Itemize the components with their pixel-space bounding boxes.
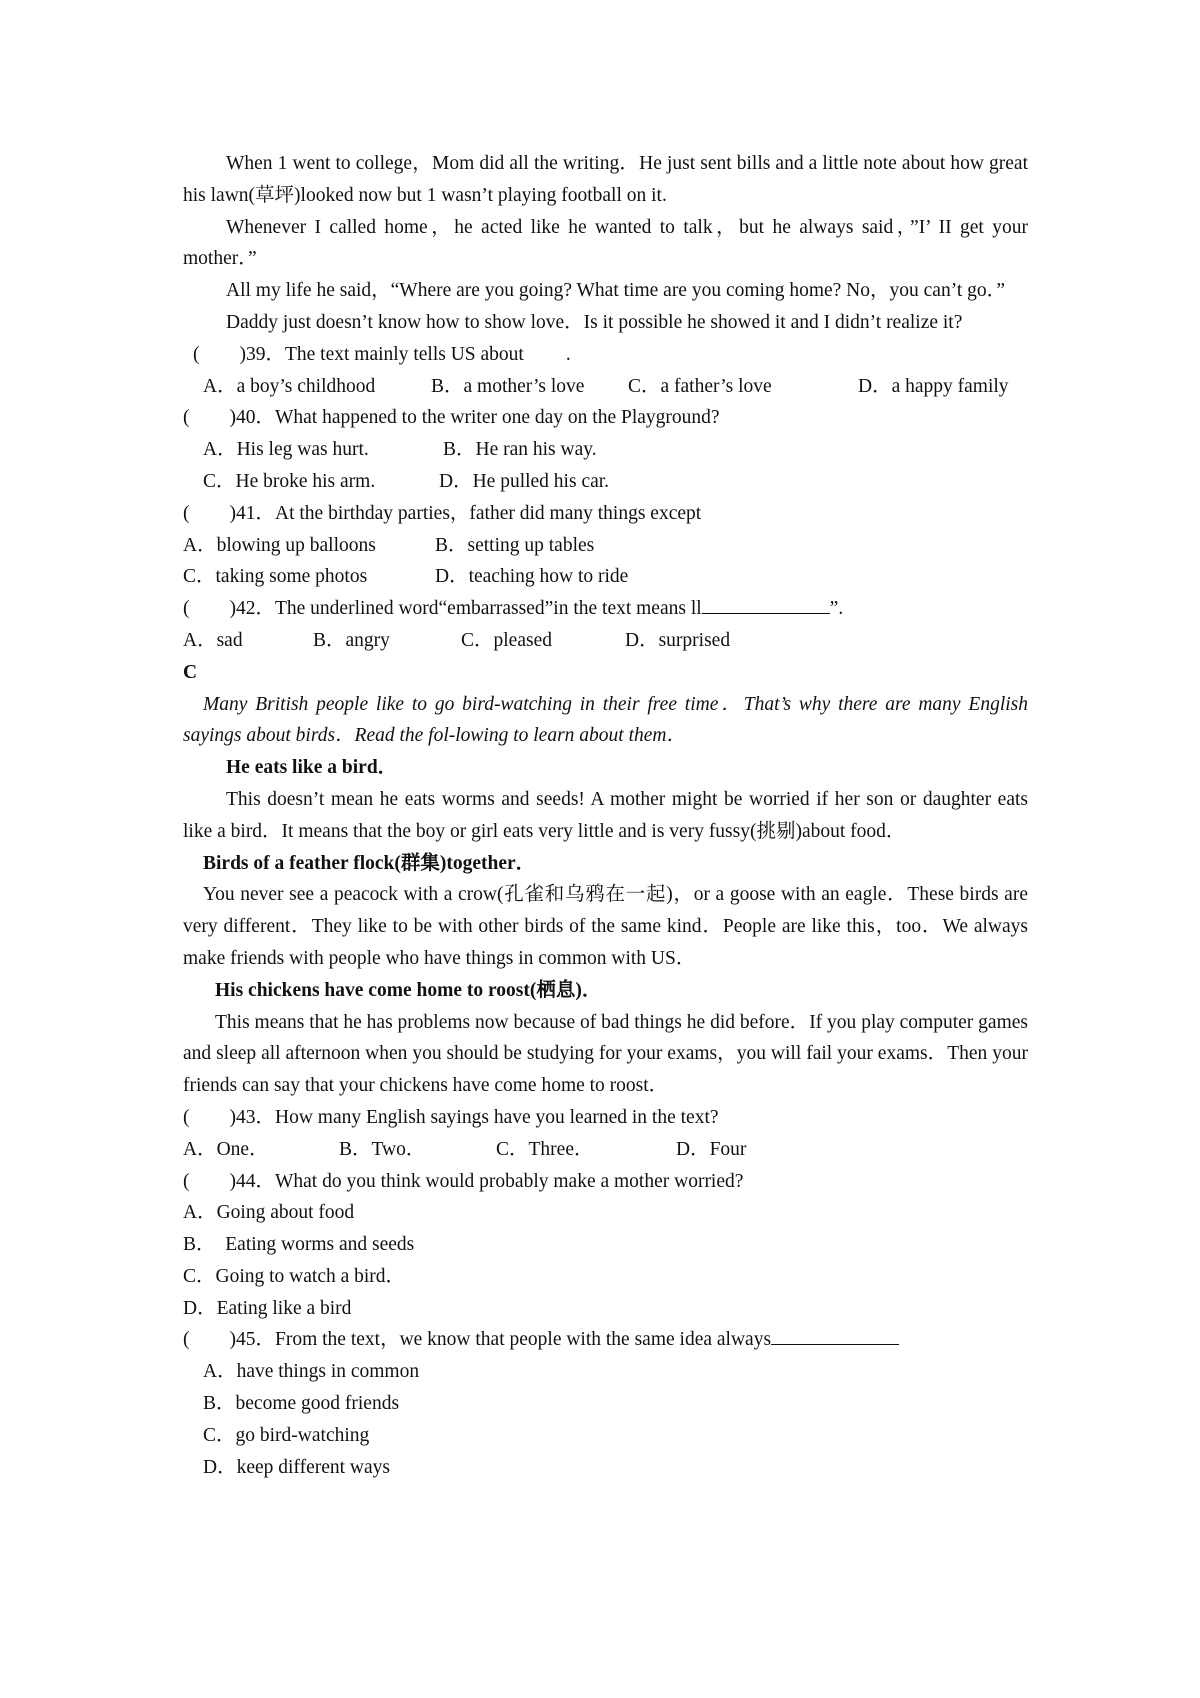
saying-text: You never see a peacock with a crow(孔雀和乌鸦在一起)，or a goose with an eagle．These birds are very different．They like to be with other birds of the same kind．People are like this，too．We always make friends with people who have things in common with US．: [183, 884, 1028, 969]
option-b[interactable]: B．Two．: [339, 1138, 426, 1160]
option-b[interactable]: B．setting up tables: [435, 534, 595, 556]
saying-text: This doesn’t mean he eats worms and seeds! A mother might be worried if her son or daughter eats like a bird．It means that the boy or girl eats very little and is very fussy(挑剔)about food．: [183, 788, 1028, 842]
question-39: [183, 339, 1028, 371]
answer-paren: (: [183, 598, 190, 620]
passage-paragraph: Daddy just doesn’t know how to show love．Is it possible he showed it and I didn’t realize it?: [226, 311, 963, 333]
option-d[interactable]: D．teaching how to ride: [435, 566, 629, 588]
question-stem: )41．At the birthday parties，father did many things except: [229, 502, 702, 524]
option-b[interactable]: B． Eating worms and seeds: [183, 1234, 415, 1256]
options-row: [183, 625, 1028, 657]
option-c[interactable]: C．taking some photos: [183, 566, 368, 588]
question-end: ”.: [829, 598, 844, 620]
options-row: [183, 466, 1028, 498]
option-b[interactable]: B．become good friends: [203, 1393, 400, 1415]
document-page: [183, 148, 1028, 1483]
option-b[interactable]: B．angry: [313, 629, 390, 651]
option-d[interactable]: D．Four: [676, 1138, 747, 1160]
question-stem: )44．What do you think would probably make a mother worried?: [229, 1170, 744, 1192]
question-stem: )40．What happened to the writer one day on the Playground?: [229, 407, 720, 429]
answer-paren: (: [183, 1106, 190, 1128]
option-d[interactable]: D．Eating like a bird: [183, 1297, 352, 1319]
question-41: [183, 498, 1028, 530]
answer-paren: (: [183, 407, 190, 429]
question-40: [183, 402, 1028, 434]
option-d[interactable]: D．He pulled his car.: [439, 470, 610, 492]
saying-title: He eats like a bird．: [226, 757, 398, 779]
saying-title: Birds of a feather flock(群集)together．: [203, 852, 536, 874]
fill-blank-line[interactable]: [702, 593, 830, 614]
answer-paren: (: [193, 343, 200, 365]
question-stem: )45．From the text，we know that people with the same idea always: [229, 1329, 772, 1351]
options-row: [183, 1134, 1028, 1166]
saying-text: This means that he has problems now because of bad things he did before．If you play computer games and sleep all afternoon when you should be studying for your exams，you will fail your exams．Then your friends can say that your chickens have come home to roost．: [183, 1011, 1028, 1097]
option-a[interactable]: A．His leg was hurt.: [203, 439, 369, 461]
option-c[interactable]: C．He broke his arm.: [203, 470, 376, 492]
question-44: [183, 1166, 1028, 1198]
option-b[interactable]: B．He ran his way.: [443, 439, 597, 461]
question-stem: )39．The text mainly tells US about: [239, 343, 524, 365]
option-c[interactable]: C．Three．: [496, 1138, 594, 1160]
question-end: .: [565, 343, 571, 365]
options-row: [183, 561, 1028, 593]
answer-paren: (: [183, 1329, 190, 1351]
passage-paragraph: Whenever I called home，he acted like he wanted to talk，but he always said，”I’ II get your mother．”: [183, 216, 1028, 270]
question-45: [183, 1324, 1028, 1356]
option-c[interactable]: C．pleased: [461, 629, 552, 651]
options-row: [183, 371, 1028, 403]
passage-paragraph: When 1 went to college，Mom did all the writing．He just sent bills and a little note about how great his lawn(草坪)looked now but 1 wasn’t playing football on it.: [183, 153, 1028, 206]
section-intro: Many British people like to go bird-watching in their free time．That’s why there are many English sayings about birds．Read the fol-lowing to learn about them．: [183, 693, 1028, 747]
options-row: [183, 434, 1028, 466]
option-c[interactable]: C．go bird-watching: [203, 1424, 370, 1446]
option-a[interactable]: A．have things in common: [203, 1361, 420, 1383]
option-a[interactable]: A．One．: [183, 1138, 269, 1160]
options-row: [183, 530, 1028, 562]
option-a[interactable]: A．blowing up balloons: [183, 534, 376, 556]
option-a[interactable]: A．a boy’s childhood: [203, 375, 376, 397]
answer-paren: (: [183, 1170, 190, 1192]
question-43: [183, 1102, 1028, 1134]
fill-blank-line[interactable]: [771, 1324, 899, 1345]
passage-paragraph: All my life he said，“Where are you going? What time are you coming home? No，you can’t go．”: [226, 280, 1006, 302]
option-d[interactable]: D．a happy family: [858, 375, 1009, 397]
option-a[interactable]: A．sad: [183, 629, 243, 651]
saying-title: His chickens have come home to roost(栖息)．: [215, 979, 602, 1001]
option-b[interactable]: B．a mother’s love: [431, 375, 585, 397]
option-d[interactable]: D．keep different ways: [203, 1456, 390, 1478]
question-stem: )42．The underlined word“embarrassed”in the text means ll: [229, 598, 702, 620]
option-c[interactable]: C．a father’s love: [628, 375, 772, 397]
answer-paren: (: [183, 502, 190, 524]
option-a[interactable]: A．Going about food: [183, 1202, 355, 1224]
option-c[interactable]: C．Going to watch a bird．: [183, 1265, 406, 1287]
question-42: [183, 593, 1028, 625]
section-heading: C: [183, 661, 198, 683]
option-d[interactable]: D．surprised: [625, 629, 731, 651]
question-stem: )43．How many English sayings have you learned in the text?: [229, 1106, 719, 1128]
